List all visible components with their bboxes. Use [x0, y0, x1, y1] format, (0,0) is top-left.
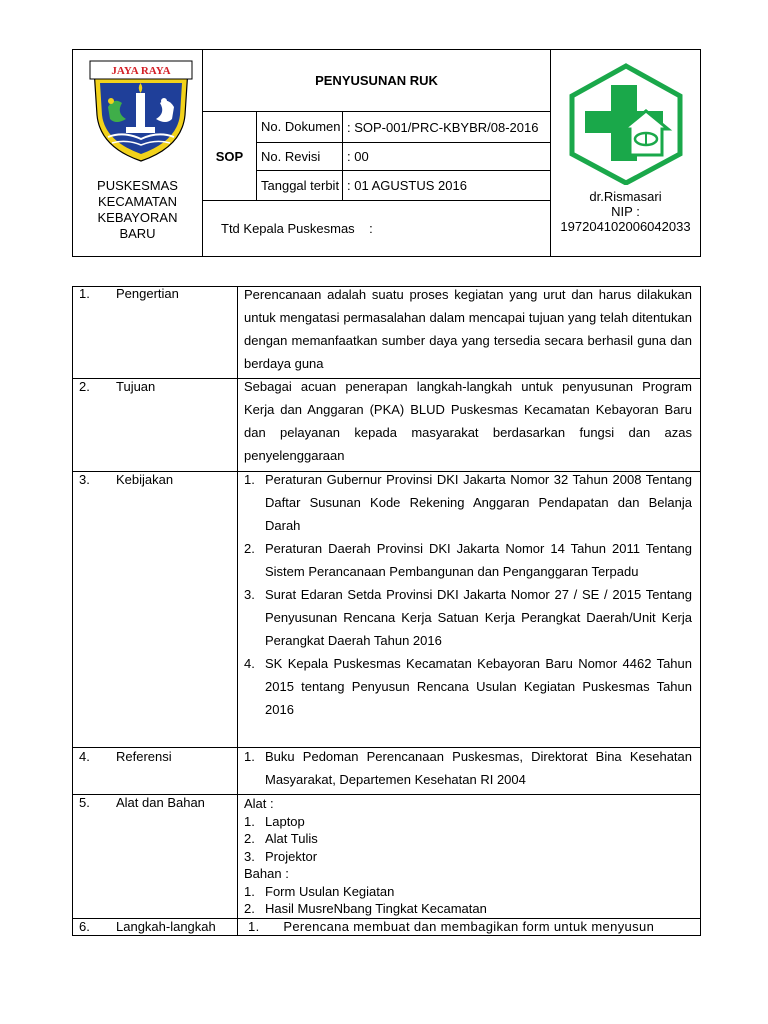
row-number: 4.: [79, 749, 90, 764]
row-number: 2.: [79, 379, 90, 394]
row-label: Langkah-langkah: [116, 919, 216, 934]
list-item: 2. Hasil MusreNbang Tingkat Kecamatan: [244, 901, 487, 916]
signatory-name: dr.Rismasari: [589, 189, 662, 204]
org-line: PUSKESMAS: [97, 178, 178, 193]
field-label-no-revisi: No. Revisi: [261, 149, 321, 164]
bahan-label: Bahan :: [244, 866, 289, 881]
rule: [700, 286, 701, 936]
bahan-list: [244, 883, 692, 918]
org-line: KECAMATAN: [98, 194, 177, 209]
field-value-tanggal-terbit: : 01 AGUSTUS 2016: [347, 178, 467, 193]
org-line: BARU: [119, 226, 156, 241]
tujuan-text: Sebagai acuan penerapan langkah-langkah untuk penyusunan Program Kerja dan Anggaran (PKA) BLUD Puskesmas Kecamatan Kebayoran Baru dan pelayanan kepada masyarakat berdasarkan fungsi dan azas penyelenggaraan: [244, 379, 692, 463]
field-label-tanggal-terbit: Tanggal terbit: [261, 177, 340, 193]
field-value-no-revisi: : 00: [347, 149, 369, 164]
row-label: Kebijakan: [116, 472, 174, 487]
signatory-nip-label: NIP :: [611, 204, 640, 219]
jaya-raya-emblem-icon: [86, 57, 196, 165]
rule: [700, 49, 701, 257]
list-item: 4. SK Kepala Puskesmas Kecamatan Kebayoran Baru Nomor 4462 Tahun 2015 tentang Penyusun Rencana Usulan Kegiatan Puskesmas Tahun 2016: [244, 656, 692, 717]
pengertian-text: Perencanaan adalah suatu proses kegiatan yang urut dan harus dilakukan untuk mengatasi permasalahan dalam mencapai tujuan yang telah ditentukan dengan memanfaatkan sumber daya yang tersedia secara berhasil guna dan berdaya guna: [244, 287, 692, 371]
row-number: 6.: [79, 919, 90, 934]
rule: [256, 111, 257, 200]
langkah-first-item: 1. Perencana membuat dan membagikan form untuk menyusun: [248, 919, 655, 934]
org-line: KEBAYORAN: [97, 210, 178, 225]
list-item: 1. Peraturan Gubernur Provinsi DKI Jakarta Nomor 32 Tahun 2008 Tentang Daftar Susunan Kode Rekening Anggaran Pendapatan dan Belanja Darah: [244, 472, 692, 533]
sop-label: SOP: [215, 148, 244, 164]
alat-list: [244, 813, 692, 866]
row-number: 5.: [79, 795, 90, 810]
signatory-nip: 197204102006042033: [560, 219, 691, 234]
rule: [72, 256, 701, 257]
document-title: PENYUSUNAN RUK: [315, 73, 438, 88]
row-number: 3.: [79, 472, 90, 487]
rule: [342, 111, 343, 200]
list-item: 2. Peraturan Daerah Provinsi DKI Jakarta Nomor 14 Tahun 2011 Tentang Sistem Perancanaan Pembangunan dan Penganggaran Terpadu: [244, 541, 692, 579]
list-item: 3. Projektor: [244, 848, 318, 864]
signatory: [551, 189, 700, 234]
alat-bahan-content: [244, 795, 692, 918]
row-label: Pengertian: [116, 286, 179, 301]
rule: [72, 935, 701, 936]
list-item: 1. Laptop: [244, 813, 305, 829]
row-label: Referensi: [116, 749, 172, 764]
list-item: 1. Buku Pedoman Perencanaan Puskesmas, Direktorat Bina Kesehatan Masyarakat, Departemen Kesehatan RI 2004: [244, 749, 692, 787]
health-cross-logo-icon: [566, 63, 686, 185]
svg-text:JAYA RAYA: JAYA RAYA: [111, 65, 171, 77]
list-item: 1. Form Usulan Kegiatan: [244, 883, 395, 899]
row-label: Tujuan: [116, 379, 156, 394]
rule: [237, 286, 238, 936]
kebijakan-list: [244, 468, 692, 721]
referensi-list: [244, 745, 692, 791]
rule: [72, 286, 73, 936]
ttd-label: Ttd Kepala Puskesmas :: [221, 221, 373, 236]
list-item: 3. Surat Edaran Setda Provinsi DKI Jakarta Nomor 27 / SE / 2015 Tentang Penyusunan Rencana Kerja Satuan Kerja Perangkat Daerah/Unit Kerja Perangkat Daerah Tahun 2016: [244, 587, 692, 648]
list-item: 2. Alat Tulis: [244, 831, 318, 846]
row-label: Alat dan Bahan: [116, 795, 205, 810]
field-label-no-dokumen: No. Dokumen: [261, 119, 341, 134]
row-number: 1.: [79, 286, 90, 301]
org-name: [73, 178, 202, 242]
alat-label: Alat :: [244, 796, 274, 811]
field-value-no-dokumen: : SOP-001/PRC-KBYBR/08-2016: [347, 119, 539, 135]
